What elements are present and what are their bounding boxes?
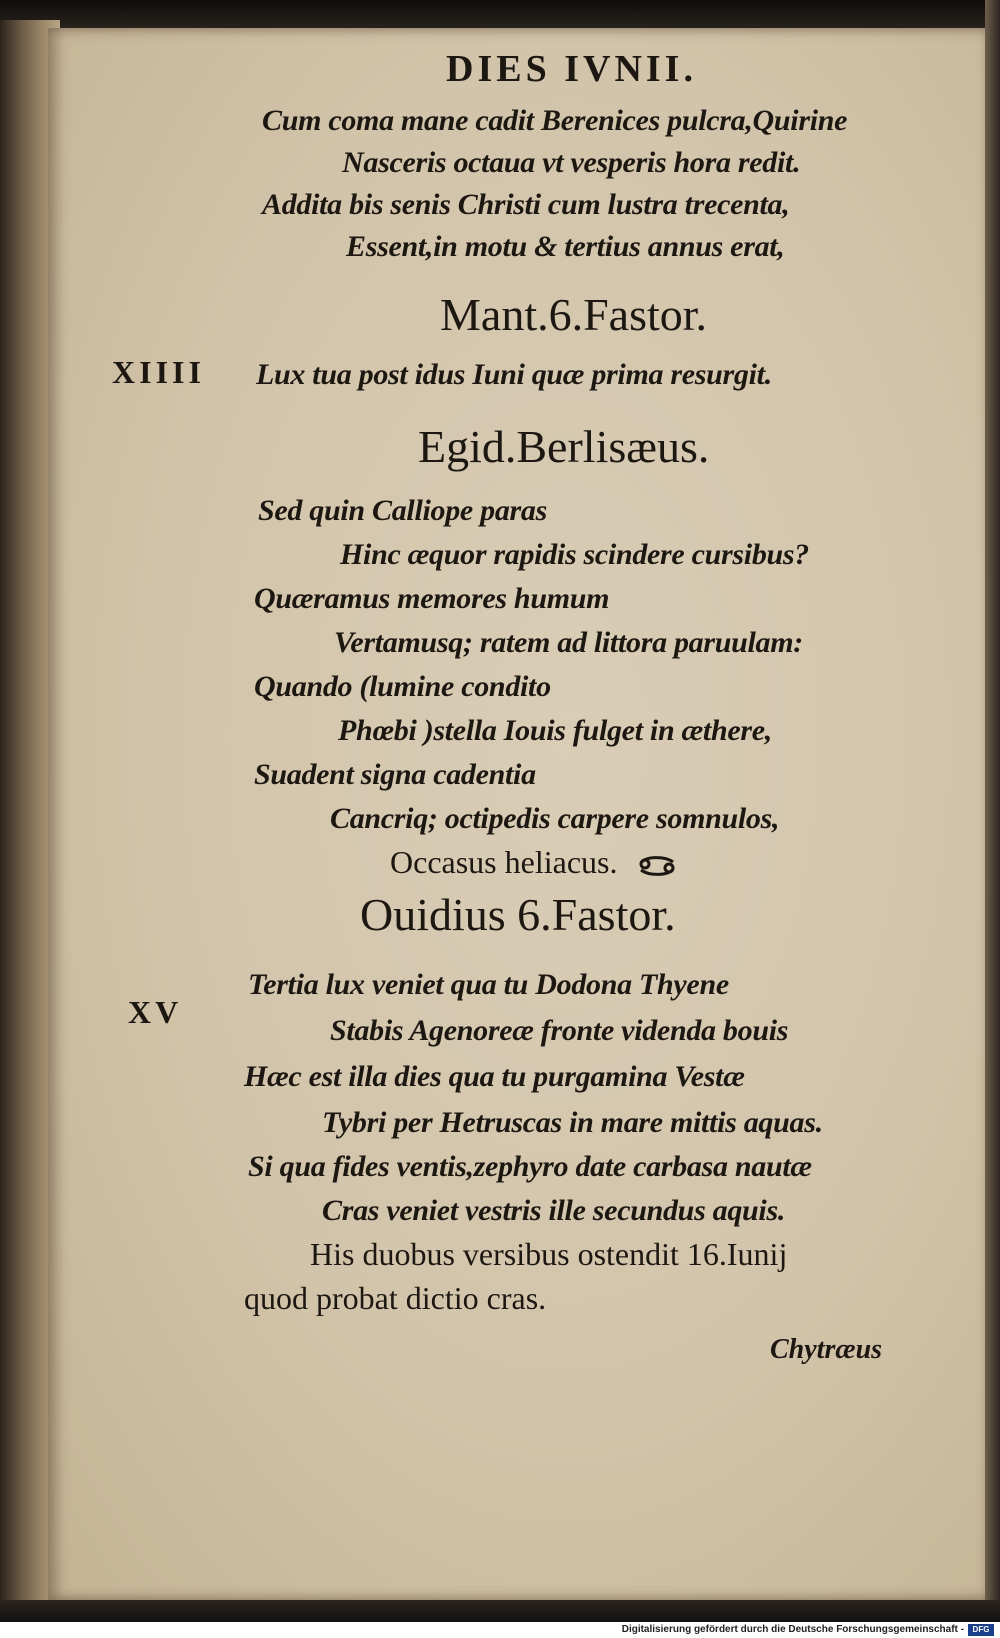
section-heading: Egid.Berlisæus. [418, 421, 710, 472]
verse-line: Essent,in motu & tertius annus erat, [346, 230, 785, 263]
occasus-note [390, 846, 679, 878]
verse-line: Addita bis senis Christi cum lustra trecenta, [262, 188, 790, 221]
page-right-edge [985, 0, 1000, 1600]
verse-line: Tybri per Hetruscas in mare mittis aquas. [322, 1106, 823, 1139]
day-numeral: XV [128, 994, 183, 1030]
cancer-zodiac-icon [635, 854, 679, 878]
verse-line: Phœbi )stella Iouis fulget in æthere, [338, 714, 772, 747]
page-title: DIES IVNII. [446, 48, 697, 90]
section-heading: Mant.6.Fastor. [440, 289, 708, 340]
catchword: Chytræus [770, 1334, 883, 1365]
verse-line: Quæramus memores humum [254, 582, 610, 615]
prose-line: His duobus versibus ostendit 16.Iunij [310, 1236, 788, 1272]
occasus-text: Occasus heliacus. [390, 844, 618, 880]
section-heading: Ouidius 6.Fastor. [360, 889, 676, 940]
verse-line: Sed quin Calliope paras [258, 494, 547, 527]
verse-line: Cras veniet vestris ille secundus aquis. [322, 1194, 786, 1227]
footer-bar [0, 1600, 1000, 1638]
verse-line: Cancriq; octipedis carpere somnulos, [330, 802, 780, 835]
dfg-logo: DFG [968, 1624, 994, 1636]
scan-top-border [0, 0, 1000, 30]
verse-line: Hæc est illa dies qua tu purgamina Vestæ [244, 1060, 745, 1093]
verse-line: Nasceris octaua vt vesperis hora redit. [342, 146, 801, 179]
verse-line: Quando (lumine condito [254, 670, 551, 703]
verse-line: Lux tua post idus Iuni quæ prima resurgit. [256, 358, 772, 391]
verse-line: Suadent signa cadentia [254, 758, 536, 791]
scan-bottom-border [0, 1600, 1000, 1622]
verse-line: Tertia lux veniet qua tu Dodona Thyene [248, 968, 729, 1001]
verse-line: Vertamusq; ratem ad littora paruulam: [334, 626, 803, 659]
verse-line: Stabis Agenoreæ fronte videnda bouis [330, 1014, 789, 1047]
prose-line: quod probat dictio cras. [244, 1280, 547, 1316]
verse-line: Cum coma mane cadit Berenices pulcra,Quirine [262, 104, 848, 137]
verse-line: Si qua fides ventis,zephyro date carbasa nautæ [248, 1150, 812, 1183]
digitization-credit: Digitalisierung gefördert durch die Deutsche Forschungsgemeinschaft - [621, 1624, 964, 1635]
verse-line: Hinc æquor rapidis scindere cursibus? [340, 538, 809, 571]
day-numeral: XIIII [112, 354, 205, 390]
